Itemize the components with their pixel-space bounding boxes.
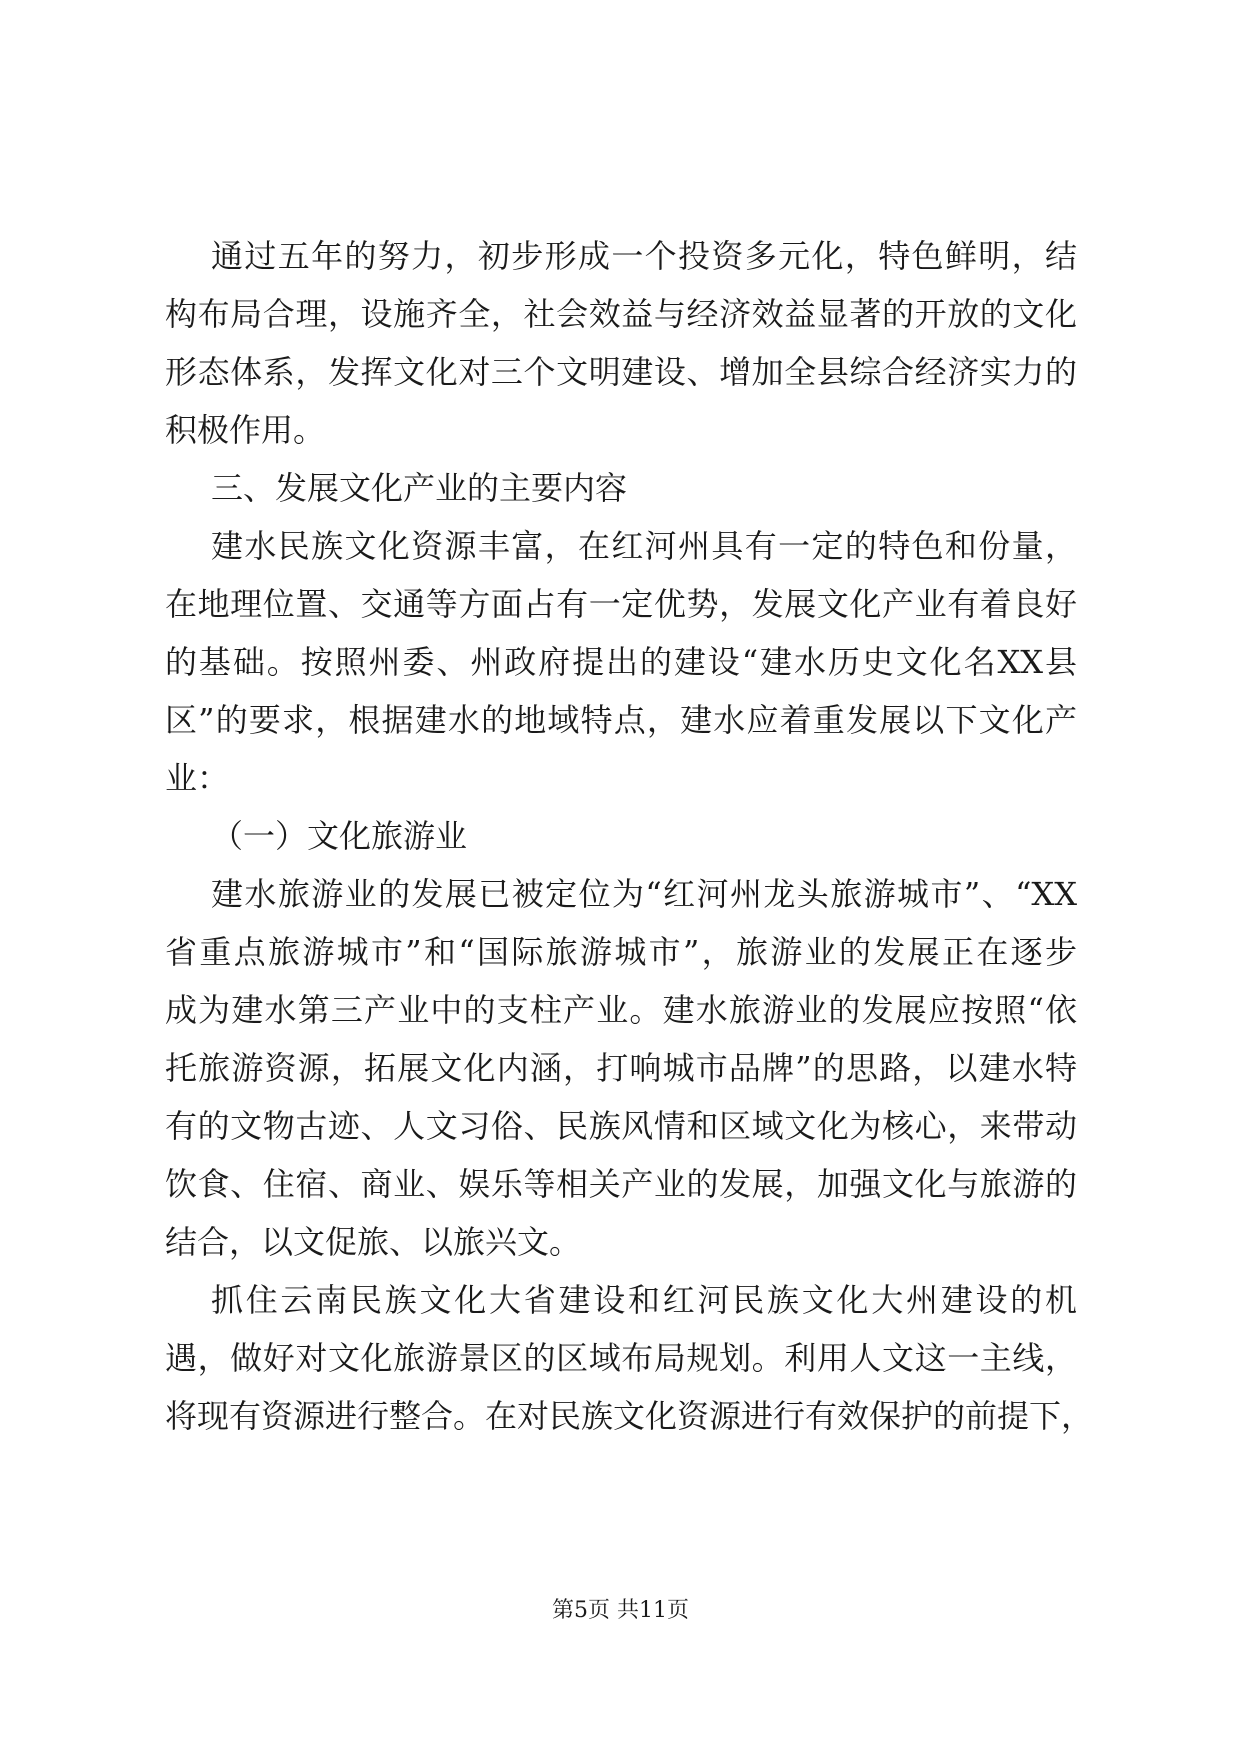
subsection-heading: （一）文化旅游业 xyxy=(211,817,468,855)
paragraph-line: 的基础。按照州委、州政府提出的建设“建水历史文化名XX县 xyxy=(165,643,1077,681)
paragraph-line: 托旅游资源，拓展文化内涵，打响城市品牌”的思路，以建水特 xyxy=(165,1049,1077,1087)
paragraph-line: 成为建水第三产业中的支柱产业。建水旅游业的发展应按照“依 xyxy=(165,991,1077,1029)
paragraph-line: 抓住云南民族文化大省建设和红河民族文化大州建设的机 xyxy=(211,1281,1077,1319)
section-heading: 三、发展文化产业的主要内容 xyxy=(211,469,628,507)
paragraph-line: 形态体系，发挥文化对三个文明建设、增加全县综合经济实力的 xyxy=(165,353,1077,391)
paragraph-line: 建水民族文化资源丰富，在红河州具有一定的特色和份量， xyxy=(211,527,1077,565)
paragraph-line: 有的文物古迹、人文习俗、民族风情和区域文化为核心，来带动 xyxy=(165,1107,1077,1145)
paragraph-line: 在地理位置、交通等方面占有一定优势，发展文化产业有着良好 xyxy=(165,585,1077,623)
paragraph-line: 将现有资源进行整合。在对民族文化资源进行有效保护的前提下， xyxy=(165,1397,1094,1435)
paragraph-line: 建水旅游业的发展已被定位为“红河州龙头旅游城市”、“XX xyxy=(211,875,1077,913)
page-number-footer: 第5页 共11页 xyxy=(552,1598,689,1623)
paragraph-line: 省重点旅游城市”和“国际旅游城市”，旅游业的发展正在逐步 xyxy=(165,933,1077,971)
paragraph-line: 饮食、住宿、商业、娱乐等相关产业的发展，加强文化与旅游的 xyxy=(165,1165,1077,1203)
paragraph-line: 通过五年的努力，初步形成一个投资多元化，特色鲜明，结 xyxy=(211,237,1077,275)
paragraph-line: 结合，以文促旅、以旅兴文。 xyxy=(165,1223,582,1261)
paragraph-line: 构布局合理，设施齐全，社会效益与经济效益显著的开放的文化 xyxy=(165,295,1077,333)
paragraph-line: 业： xyxy=(165,759,230,797)
paragraph-line: 积极作用。 xyxy=(165,411,326,449)
paragraph-line: 遇，做好对文化旅游景区的区域布局规划。利用人文这一主线， xyxy=(165,1339,1077,1377)
paragraph-line: 区”的要求，根据建水的地域特点，建水应着重发展以下文化产 xyxy=(165,701,1077,739)
